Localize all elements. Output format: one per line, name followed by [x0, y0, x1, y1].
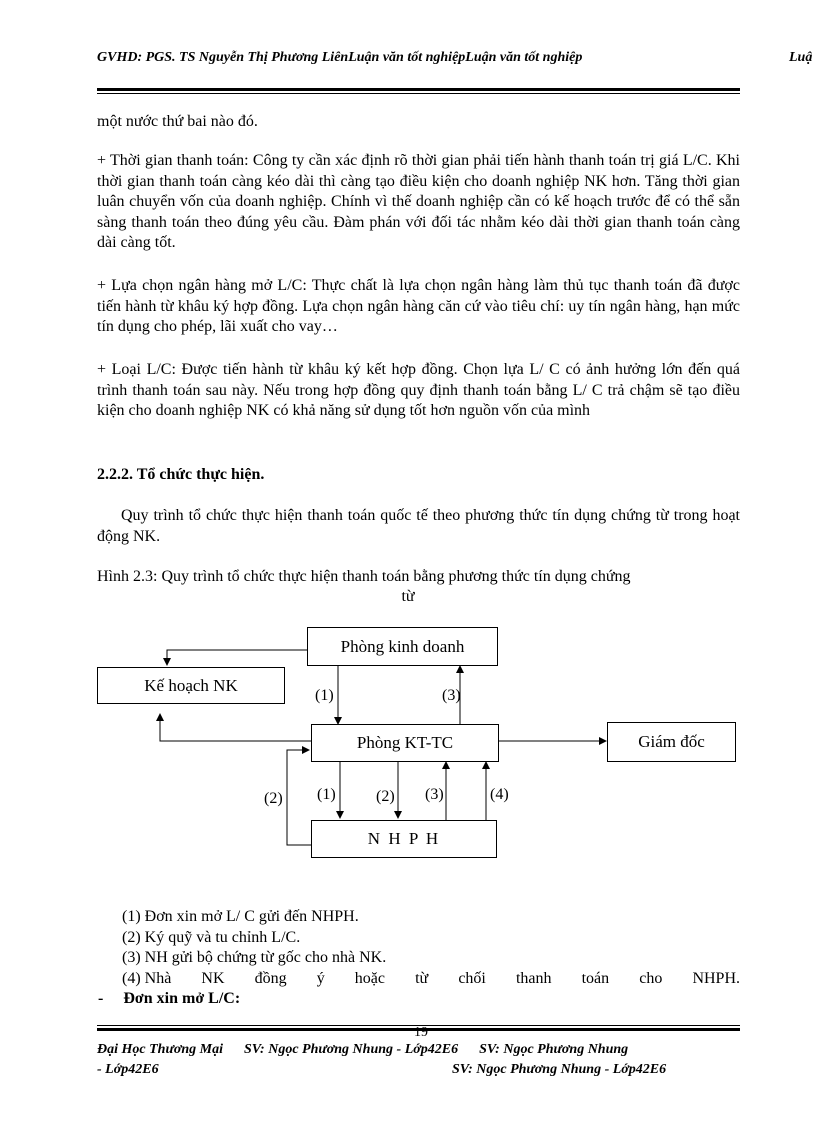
figure-caption-line2: từ [401, 588, 415, 605]
legend-item-4-word: hoặc [354, 969, 385, 987]
legend-item-4-word: thanh [515, 969, 552, 987]
legend-item-4-word: ý [316, 969, 325, 987]
paragraph-process-intro: Quy trình tổ chức thực hiện thanh toán quốc tế theo phương thức tín dụng chứng từ trong hoạt động NK. [97, 507, 740, 545]
box-nhph-label: N H P H [367, 829, 441, 848]
page-number: 19 [414, 1025, 428, 1040]
figure-caption-line1: Hình 2.3: Quy trình tổ chức thực hiện thanh toán bằng phương thức tín dụng chứng [97, 568, 631, 585]
legend-item-5 [98, 989, 716, 1010]
box-ke-hoach-nk [97, 667, 285, 704]
footer-line-2 [97, 1060, 747, 1080]
box-phong-kinh-doanh [307, 627, 498, 666]
paragraph-lc-type: + Loại L/C: Được tiến hành từ khâu ký kết hợp đồng. Chọn lựa L/ C có ảnh hưởng lớn đến quá trình thanh toán sau này. Nếu trong hợp đồng quy định thanh toán bằng L/ C trả chậm sẽ tạo điều kiện cho doanh nghiệp NK có khả năng sử dụng tốt hơn nguồn vốn của mình [97, 361, 740, 419]
legend-item-4-word: NHPH. [692, 969, 740, 987]
legend-item-4 [122, 969, 740, 990]
legend-item-4-word: (4) Nhà [122, 969, 172, 987]
paragraph-bank-choice: + Lựa chọn ngân hàng mở L/C: Thực chất là lựa chọn ngân hàng làm thủ tục thanh toán đã được tiến hành từ khâu ký hợp đồng. Lựa chọn ngân hàng căn cứ vào tiêu chí: uy tín ngân hàng, hạn mức tín dụng cho phép, lãi xuất cho vay… [97, 277, 740, 335]
legend-item-3: (3) NH gửi bộ chứng từ gốc cho nhà NK. [122, 949, 387, 966]
arrow-kttc-to-khnk [160, 714, 311, 741]
arrow-kd-to-khnk [167, 650, 307, 665]
legend-item-5-text: Đơn xin mở L/C: [123, 990, 241, 1007]
legend-list [98, 907, 740, 1010]
legend-item-4-word: cho [639, 969, 663, 987]
legend-item-4-word: chối [458, 969, 486, 987]
footer-line-1: Đại Học Thương Mại SV: Ngọc Phương Nhung - Lớp42E6 SV: Ngọc Phương Nhung [97, 1042, 629, 1057]
paragraph-payment-time: + Thời gian thanh toán: Công ty cần xác định rõ thời gian phải tiến hành thanh toán trị giá L/C. Khi thời gian thanh toán càng kéo dài thì càng tạo điều kiện cho doanh nghiệp NK hơn. Tăng thời gian luân chuyển vốn của doanh nghiệp. Chính vì thế doanh nghiệp cần có kế hoạch trước để có thể sẵn sàng thanh toán theo đúng yêu cầu. Đàm phán với đối tác nhằm kéo dài thời gian thanh toán càng dài càng tốt. [97, 152, 740, 251]
box-giam-doc [607, 722, 736, 762]
box-giam-doc-label: Giám đốc [638, 732, 705, 751]
box-ke-hoach-nk-label: Kế hoạch NK [144, 675, 238, 695]
label-1-top: (1) [315, 687, 334, 704]
header-left-text: GVHD: PGS. TS Nguyễn Thị Phương LiênLuận văn tốt nghiệpLuận văn tốt nghiệp [97, 50, 583, 65]
box-phong-kt-tc-label: Phòng KT-TC [356, 733, 454, 752]
box-nhph [311, 820, 497, 858]
label-3-bottom: (3) [425, 786, 444, 803]
legend-item-4-word: NK [201, 969, 225, 987]
section-heading: 2.2.2. Tổ chức thực hiện. [97, 466, 265, 483]
label-1-bottom: (1) [317, 786, 336, 803]
label-4-bottom: (4) [490, 786, 509, 803]
legend-item-5-dash: - [98, 990, 104, 1007]
label-2-bottom: (2) [376, 788, 395, 805]
label-3-top: (3) [442, 687, 461, 704]
legend-item-4-word: toán [581, 969, 610, 987]
box-phong-kinh-doanh-label: Phòng kinh doanh [340, 636, 465, 656]
legend-item-4-word: đồng [254, 969, 287, 987]
arrow-loop-nhph-to-kttc [287, 750, 311, 845]
legend-item-1: (1) Đơn xin mở L/ C gửi đến NHPH. [122, 908, 359, 925]
paragraph-1: một nước thứ bai nào đó. [97, 113, 258, 130]
box-phong-kt-tc [311, 724, 499, 762]
header-right-text: Luậ [789, 50, 813, 65]
label-2-left: (2) [264, 790, 283, 807]
legend-item-4-word: từ [415, 969, 429, 987]
legend-item-2: (2) Ký quỹ và tu chỉnh L/C. [122, 928, 301, 946]
footer-line-2-right: SV: Ngọc Phương Nhung - Lớp42E6 [452, 1062, 667, 1077]
footer-line-2-left: - Lớp42E6 [97, 1062, 159, 1077]
